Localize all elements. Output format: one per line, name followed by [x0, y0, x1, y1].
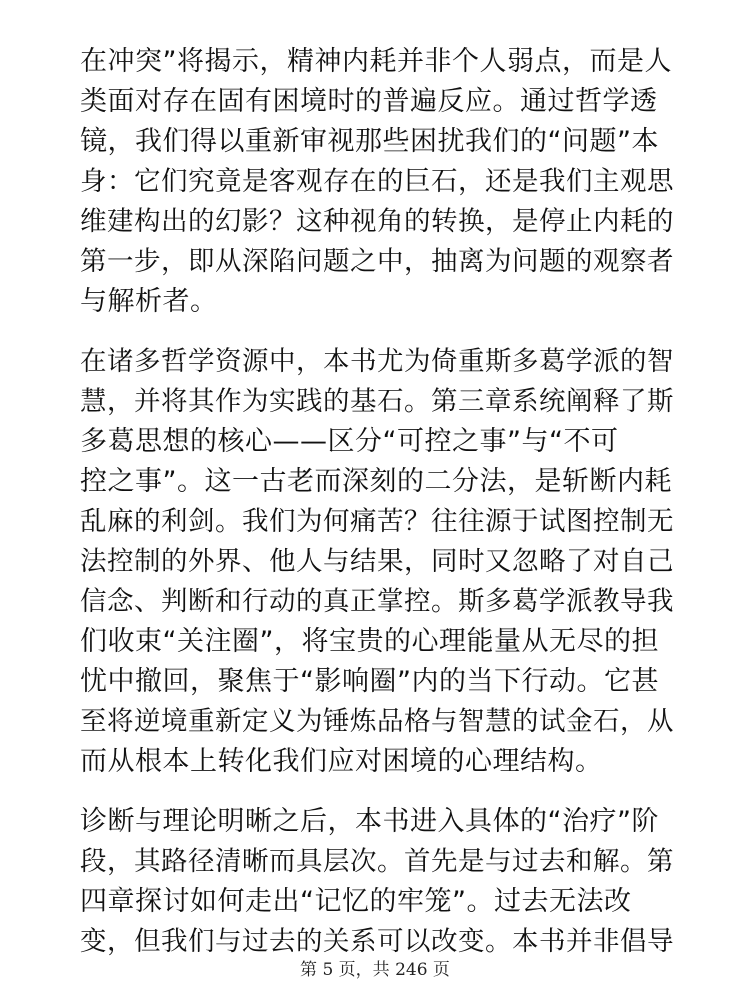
text-line: 们收束“关注圈”，将宝贵的心理能量从无尽的担	[80, 626, 659, 657]
text-line: 在诸多哲学资源中，本书尤为倚重斯多葛学派的智	[80, 346, 674, 377]
text-line: 而从根本上转化我们应对困境的心理结构。	[80, 746, 603, 777]
paragraph	[80, 42, 680, 322]
text-line: 第一步，即从深陷问题之中，抽离为问题的观察者	[80, 246, 674, 277]
text-line: 慧，并将其作为实践的基石。第三章系统阐释了斯	[80, 386, 674, 417]
text-line: 身：它们究竟是客观存在的巨石，还是我们主观思	[80, 166, 674, 197]
text-line: 与解析者。	[80, 286, 218, 317]
text-line: 维建构出的幻影？这种视角的转换，是停止内耗的	[80, 206, 674, 237]
paragraph	[80, 802, 680, 962]
text-line: 变，但我们与过去的关系可以改变。本书并非倡导	[80, 926, 674, 957]
body-text	[80, 42, 680, 982]
text-line: 信念、判断和行动的真正掌控。斯多葛学派教导我	[80, 586, 674, 617]
text-line: 段，其路径清晰而具层次。首先是与过去和解。第	[80, 846, 674, 877]
text-line: 镜，我们得以重新审视那些困扰我们的“问题”本	[80, 126, 659, 157]
text-line: 类面对存在固有困境时的普遍反应。通过哲学透	[80, 86, 658, 117]
text-line: 诊断与理论明晰之后，本书进入具体的“治疗”阶	[80, 806, 659, 837]
text-line: 法控制的外界、他人与结果，同时又忽略了对自己	[80, 546, 674, 577]
text-line: 乱麻的利剑。我们为何痛苦？往往源于试图控制无	[80, 506, 674, 537]
text-line: 四章探讨如何走出“记忆的牢笼”。过去无法改	[80, 886, 632, 917]
text-line: 控之事”。这一古老而深刻的二分法，是斩断内耗	[80, 466, 672, 497]
paragraph	[80, 342, 680, 782]
text-line: 多葛思想的核心——区分“可控之事”与“不可	[80, 426, 619, 457]
page-number-footer: 第 5 页，共 246 页	[300, 960, 450, 980]
text-line: 至将逆境重新定义为锤炼品格与智慧的试金石，从	[80, 706, 674, 737]
text-line: 在冲突”将揭示，精神内耗并非个人弱点，而是人	[80, 46, 672, 77]
text-line: 忧中撤回，聚焦于“影响圈”内的当下行动。它甚	[80, 666, 659, 697]
